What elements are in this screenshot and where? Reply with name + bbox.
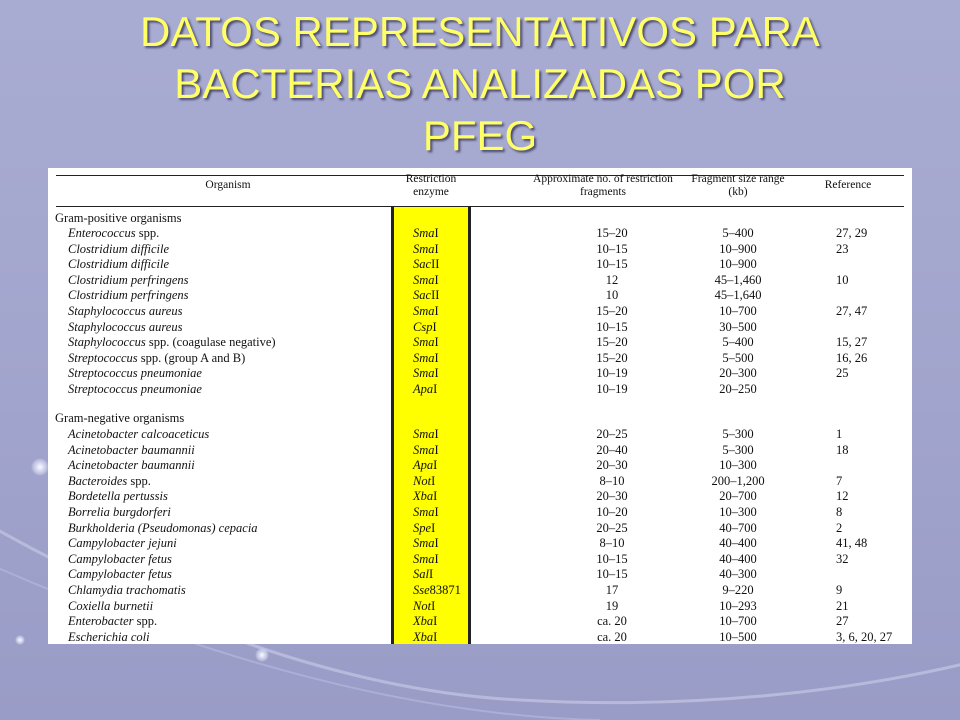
enzyme-cell [413, 505, 439, 520]
reference-cell: 25 [836, 366, 849, 381]
enzyme-name: Sma [413, 304, 435, 318]
organism-name: Clostridium difficile [68, 241, 170, 256]
fragment-count-cell: 20–25 [596, 427, 628, 441]
enzyme-name: Sac [413, 257, 432, 272]
enzyme-name: Sma [413, 335, 435, 350]
enzyme-cell [413, 257, 439, 272]
fragment-size-cell: 10–700 [719, 614, 757, 629]
organism-name: Acinetobacter baumannii [68, 458, 195, 473]
reference-cell: 3, 6, 20, 27 [836, 629, 893, 644]
organism-suffix: spp. (coagulase negative) [145, 335, 276, 350]
title-line-3: PFEG [422, 112, 538, 159]
fragment-size-cell: 30–500 [719, 319, 757, 334]
section-gram-negative: Gram-negative organisms [55, 411, 185, 425]
fragment-count-cell: ca. 20 [597, 629, 627, 644]
fragment-count-cell: 20–30 [596, 489, 628, 504]
enzyme-suffix: II [431, 288, 440, 303]
fragment-count-cell: 19 [605, 598, 619, 613]
enzyme-name: Sma [413, 241, 435, 256]
fragment-count-cell: 10–15 [596, 257, 628, 272]
enzyme-cell [413, 630, 437, 644]
enzyme-cell [413, 552, 439, 567]
enzyme-cell [413, 304, 439, 319]
fragment-count-cell: 10 [605, 288, 619, 303]
reference-cell: 9 [836, 583, 843, 597]
enzyme-suffix: I [434, 241, 439, 256]
enzyme-suffix: I [433, 629, 438, 644]
enzyme-cell [413, 489, 437, 504]
fragment-count-cell: 12 [605, 272, 619, 287]
organism-cell [68, 552, 172, 567]
enzyme-suffix: I [431, 598, 436, 613]
organism-name: Bordetella pertussis [68, 489, 168, 504]
fragment-size-cell: 5–500 [722, 350, 754, 365]
header-fragments: Approximate no. of restriction fragments [533, 173, 673, 198]
organism-name: Borrelia burgdorferi [68, 505, 171, 519]
enzyme-name: Sma [413, 442, 435, 457]
organism-name: Streptococcus pneumoniae [68, 382, 202, 396]
enzyme-name: Xba [413, 629, 434, 644]
enzyme-name: Sma [413, 505, 435, 519]
fragment-size-cell: 5–300 [722, 427, 754, 441]
fragment-size-cell: 20–250 [719, 382, 757, 396]
organism-cell [68, 505, 171, 520]
organism-cell [68, 443, 195, 458]
fragment-size-cell: 20–300 [719, 366, 757, 381]
fragment-count-cell: 10–15 [596, 551, 628, 566]
enzyme-name: Spe [413, 520, 432, 535]
enzyme-cell [413, 458, 437, 473]
organism-name: Campylobacter fetus [68, 551, 172, 566]
fragment-count-cell: 15–20 [596, 335, 628, 350]
organism-cell [68, 614, 157, 629]
fragment-size-cell: 45–1,640 [714, 288, 762, 303]
enzyme-cell [413, 320, 437, 335]
enzyme-cell [413, 273, 439, 288]
organism-name: Staphylococcus aureus [68, 319, 183, 334]
organism-name: Campylobacter fetus [68, 567, 172, 582]
enzyme-suffix: I [434, 442, 439, 457]
organism-name: Coxiella burnetii [68, 598, 154, 613]
organism-name: Clostridium difficile [68, 257, 170, 272]
enzyme-suffix: I [434, 536, 439, 551]
enzyme-suffix: 83871 [429, 583, 461, 597]
enzyme-suffix: I [431, 473, 436, 488]
fragment-size-cell: 40–400 [719, 536, 757, 551]
organism-name: Campylobacter jejuni [68, 536, 177, 551]
reference-cell: 32 [836, 551, 849, 566]
organism-name: Clostridium perfringens [68, 288, 189, 303]
enzyme-suffix: I [434, 427, 439, 441]
enzyme-name: Sma [413, 366, 435, 381]
fragment-count-cell: 10–19 [596, 382, 628, 396]
enzyme-name: Sal [413, 567, 429, 582]
organism-name: Acinetobacter calcoaceticus [68, 427, 210, 441]
enzyme-cell [413, 474, 435, 489]
fragment-count-cell: 20–40 [596, 442, 628, 457]
fragment-count-cell: 8–10 [599, 536, 625, 551]
fragment-size-cell: 5–300 [722, 442, 754, 457]
enzyme-name: Csp [413, 319, 433, 334]
fragment-size-cell: 40–300 [719, 567, 757, 582]
enzyme-cell [413, 351, 439, 366]
header-enzyme: Restriction enzyme [405, 173, 457, 198]
enzyme-suffix: I [433, 382, 438, 396]
fragment-count-cell: 20–25 [596, 520, 628, 535]
enzyme-suffix: I [433, 458, 438, 473]
fragment-count-cell: 15–20 [596, 226, 628, 240]
organism-suffix: spp. [127, 473, 151, 488]
enzyme-cell [413, 443, 439, 458]
enzyme-name: Xba [413, 489, 434, 504]
enzyme-cell [413, 335, 439, 350]
organism-cell [68, 273, 189, 288]
fragment-size-cell: 10–900 [719, 257, 757, 272]
organism-suffix: spp. (group A and B) [137, 350, 246, 365]
organism-cell [68, 536, 177, 551]
organism-name: Bacteroides [68, 473, 128, 488]
organism-cell [68, 427, 209, 442]
enzyme-name: Not [413, 598, 432, 613]
orb [15, 635, 25, 645]
enzyme-suffix: I [432, 319, 437, 334]
organism-suffix: spp. [133, 614, 158, 629]
organism-name: Streptococcus [68, 350, 138, 365]
organism-name: Burkholderia (Pseudomonas) cepacia [68, 520, 258, 535]
enzyme-suffix: I [434, 226, 439, 240]
header-organism: Organism [205, 179, 251, 191]
title-line-1: DATOS REPRESENTATIVOS PARA [140, 8, 820, 55]
organism-name: Staphylococcus [68, 335, 146, 350]
enzyme-name: Sma [413, 536, 435, 551]
fragment-count-cell: 15–20 [596, 350, 628, 365]
organism-name: Clostridium perfringens [68, 272, 189, 287]
enzyme-name: Xba [413, 614, 434, 629]
organism-cell [68, 288, 189, 303]
enzyme-name: Sma [413, 427, 435, 441]
organism-name: Acinetobacter baumannii [68, 442, 195, 457]
enzyme-cell [413, 614, 437, 629]
enzyme-name: Apa [413, 458, 434, 473]
fragment-size-cell: 10–900 [719, 241, 757, 256]
fragment-size-cell: 5–400 [722, 335, 754, 350]
section-gram-positive: Gram-positive organisms [55, 211, 182, 225]
enzyme-name: Sma [413, 272, 435, 287]
enzyme-suffix: I [433, 489, 438, 504]
enzyme-suffix: I [434, 505, 439, 519]
enzyme-cell [413, 288, 439, 303]
organism-cell [68, 382, 202, 397]
organism-name: Enterococcus [68, 226, 136, 240]
enzyme-suffix: I [434, 272, 439, 287]
reference-cell: 15, 27 [836, 335, 868, 350]
organism-cell [68, 335, 276, 350]
title-line-2: BACTERIAS ANALIZADAS POR [174, 60, 786, 107]
enzyme-name: Sma [413, 551, 435, 566]
organism-cell [68, 366, 202, 381]
organism-cell [68, 351, 245, 366]
enzyme-suffix: I [434, 304, 439, 318]
reference-cell: 2 [836, 520, 843, 535]
enzyme-cell [413, 226, 439, 241]
fragment-count-cell: 15–20 [596, 304, 628, 318]
fragment-count-cell: ca. 20 [597, 614, 627, 629]
enzyme-suffix: I [431, 520, 436, 535]
organism-cell [68, 226, 159, 241]
table-header-rule [56, 206, 904, 207]
enzyme-name: Apa [413, 382, 434, 396]
fragment-size-cell: 45–1,460 [714, 272, 762, 287]
enzyme-cell [413, 382, 437, 397]
organism-cell [68, 458, 195, 473]
fragment-size-cell: 10–300 [719, 505, 757, 519]
organism-name: Enterobacter [68, 614, 134, 629]
reference-cell: 1 [836, 427, 843, 441]
organism-name: Chlamydia trachomatis [68, 583, 186, 597]
organism-name: Escherichia coli [68, 629, 150, 644]
enzyme-cell [413, 242, 439, 257]
enzyme-suffix: I [434, 366, 439, 381]
fragment-size-cell: 40–400 [719, 551, 757, 566]
enzyme-cell [413, 427, 439, 442]
organism-cell [68, 567, 172, 582]
reference-cell: 21 [836, 598, 849, 613]
fragment-size-cell: 10–300 [719, 458, 757, 473]
enzyme-suffix: I [433, 614, 438, 629]
reference-cell: 23 [836, 241, 849, 256]
organism-cell [68, 599, 153, 614]
reference-cell: 41, 48 [836, 536, 868, 551]
enzyme-name: Not [413, 473, 432, 488]
organism-cell [68, 242, 169, 257]
fragment-count-cell: 10–15 [596, 567, 628, 582]
fragment-size-cell: 20–700 [719, 489, 757, 504]
enzyme-name: Sse [413, 583, 430, 597]
enzyme-suffix: II [431, 257, 440, 272]
fragment-count-cell: 10–20 [596, 505, 628, 519]
enzyme-cell [413, 366, 439, 381]
reference-cell: 27 [836, 614, 849, 629]
fragment-size-cell: 200–1,200 [711, 473, 765, 488]
organism-name: Streptococcus pneumoniae [68, 366, 202, 381]
fragment-count-cell: 20–30 [596, 458, 628, 473]
fragment-count-cell: 10–19 [596, 366, 628, 381]
organism-name: Staphylococcus aureus [68, 304, 183, 318]
reference-cell: 7 [836, 473, 843, 488]
reference-cell: 10 [836, 272, 849, 287]
organism-cell [68, 583, 186, 598]
header-size: Fragment size range (kb) [691, 173, 785, 198]
organism-cell [68, 474, 151, 489]
organism-cell [68, 257, 169, 272]
enzyme-cell [413, 599, 435, 614]
reference-cell: 8 [836, 505, 843, 519]
pfge-data-table [48, 168, 912, 644]
organism-cell [68, 320, 182, 335]
fragment-count-cell: 8–10 [599, 473, 625, 488]
orb [255, 648, 269, 662]
enzyme-name: Sma [413, 226, 435, 240]
fragment-count-cell: 17 [605, 583, 619, 597]
enzyme-suffix: I [434, 350, 439, 365]
organism-suffix: spp. [135, 226, 160, 240]
fragment-size-cell: 10–500 [719, 629, 757, 644]
fragment-count-cell: 10–15 [596, 241, 628, 256]
enzyme-cell [413, 536, 439, 551]
enzyme-cell [413, 521, 435, 536]
fragment-count-cell: 10–15 [596, 319, 628, 334]
enzyme-suffix: I [434, 551, 439, 566]
reference-cell: 18 [836, 442, 849, 457]
organism-cell [68, 489, 168, 504]
fragment-size-cell: 10–293 [719, 598, 757, 613]
organism-cell [68, 304, 182, 319]
enzyme-suffix: I [434, 335, 439, 350]
orb [31, 458, 49, 476]
header-reference: Reference [824, 179, 872, 191]
fragment-size-cell: 5–400 [722, 226, 754, 240]
slide-title [40, 6, 920, 162]
enzyme-name: Sma [413, 350, 435, 365]
organism-cell [68, 630, 150, 644]
reference-cell: 27, 47 [836, 304, 868, 318]
enzyme-cell [413, 583, 461, 598]
enzyme-cell [413, 567, 433, 582]
reference-cell: 16, 26 [836, 350, 868, 365]
enzyme-suffix: I [428, 567, 434, 582]
fragment-size-cell: 9–220 [722, 583, 754, 597]
fragment-size-cell: 10–700 [719, 304, 757, 318]
reference-cell: 27, 29 [836, 226, 868, 240]
organism-cell [68, 521, 258, 536]
enzyme-name: Sac [413, 288, 432, 303]
fragment-size-cell: 40–700 [719, 520, 757, 535]
reference-cell: 12 [836, 489, 849, 504]
